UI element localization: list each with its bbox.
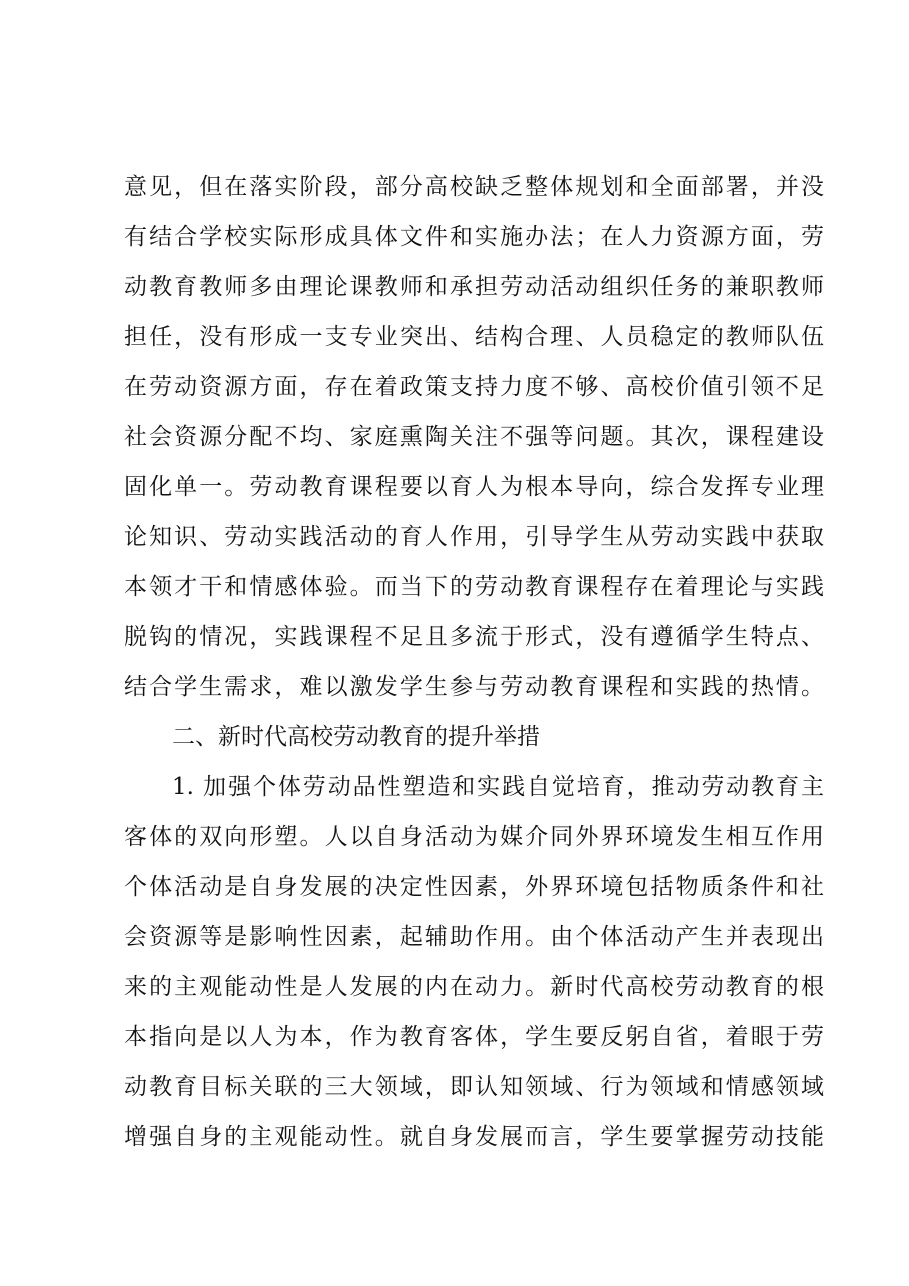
paragraph-line: 结合学生需求，难以激发学生参与劳动教育课程和实践的热情。 xyxy=(124,674,824,700)
paragraph-line: 固化单一。劳动教育课程要以育人为根本导向，综合发挥专业理 xyxy=(124,474,824,500)
paragraph-line: 本指向是以人为本，作为教育客体，学生要反躬自省，着眼于劳 xyxy=(124,1024,824,1050)
paragraph-line: 动教育教师多由理论课教师和承担劳动活动组织任务的兼职教师 xyxy=(124,274,824,300)
paragraph-line: 在劳动资源方面，存在着政策支持力度不够、高校价值引领不足 xyxy=(124,374,824,400)
paragraph-line: 意见，但在落实阶段，部分高校缺乏整体规划和全面部署，并没 xyxy=(124,174,824,200)
paragraph-line: 增强自身的主观能动性。就自身发展而言，学生要掌握劳动技能 xyxy=(124,1124,824,1150)
paragraph-line: 来的主观能动性是人发展的内在动力。新时代高校劳动教育的根 xyxy=(124,974,824,1000)
paragraph-line: 论知识、劳动实践活动的育人作用，引导学生从劳动实践中获取 xyxy=(124,524,824,550)
paragraph-line: 本领才干和情感体验。而当下的劳动教育课程存在着理论与实践 xyxy=(124,574,824,600)
paragraph-line: 社会资源分配不均、家庭熏陶关注不强等问题。其次，课程建设 xyxy=(124,424,824,450)
paragraph-line: 脱钩的情况，实践课程不足且多流于形式，没有遵循学生特点、 xyxy=(124,624,824,650)
paragraph-line: 个体活动是自身发展的决定性因素，外界环境包括物质条件和社 xyxy=(124,874,824,900)
paragraph-line: 动教育目标关联的三大领域，即认知领域、行为领域和情感领域 xyxy=(124,1074,824,1100)
section-heading: 二、新时代高校劳动教育的提升举措 xyxy=(172,724,540,750)
body-text xyxy=(124,162,824,1162)
paragraph-line: 担任，没有形成一支专业突出、结构合理、人员稳定的教师队伍 xyxy=(124,324,824,350)
paragraph-line: 1. 加强个体劳动品性塑造和实践自觉培育，推动劳动教育主 xyxy=(172,774,824,800)
paragraph-line: 会资源等是影响性因素，起辅助作用。由个体活动产生并表现出 xyxy=(124,924,824,950)
paragraph-line: 客体的双向形塑。人以自身活动为媒介同外界环境发生相互作用 xyxy=(124,824,824,850)
paragraph-line: 有结合学校实际形成具体文件和实施办法；在人力资源方面，劳 xyxy=(124,224,824,250)
